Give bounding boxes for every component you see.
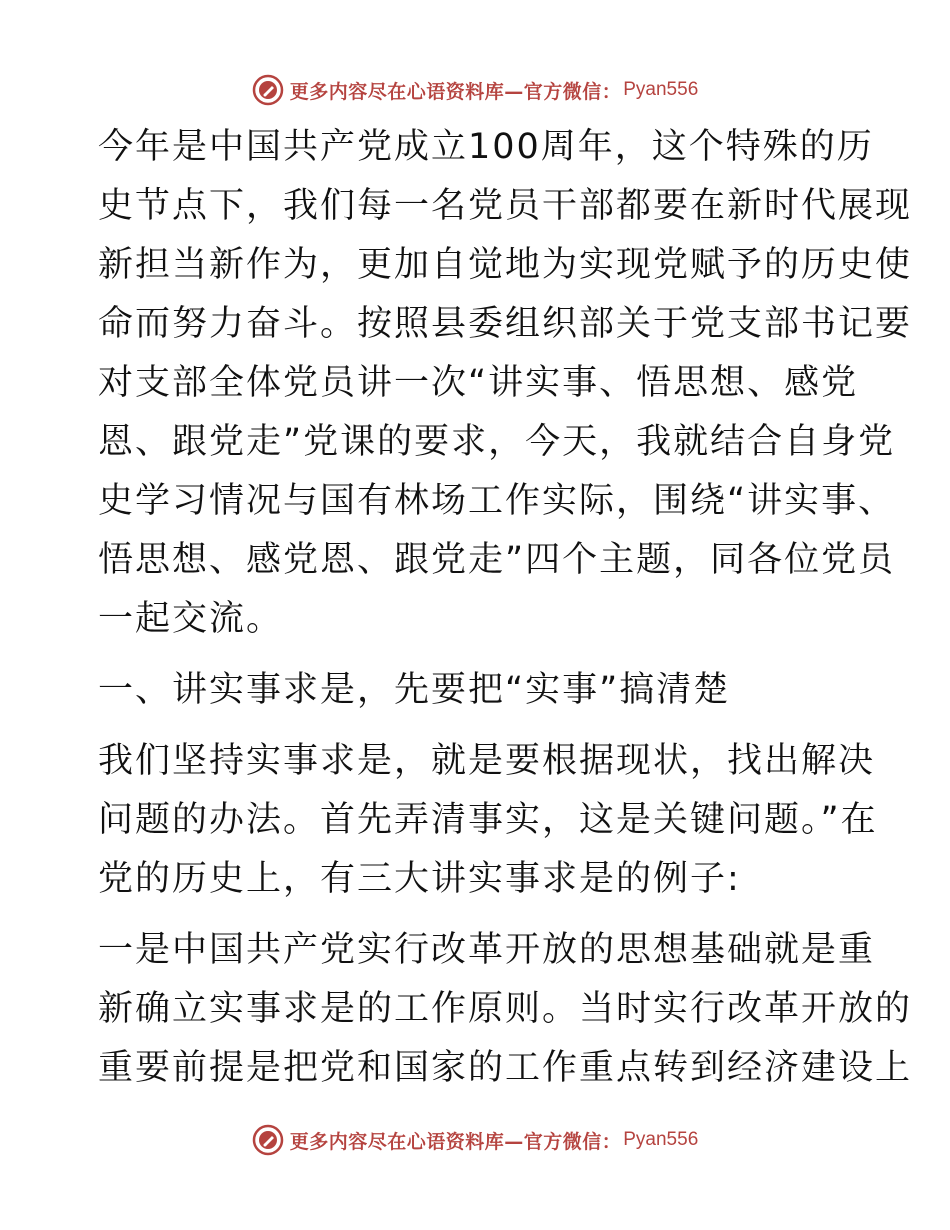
text-line: 新确立实事求是的工作原则。当时实行改革开放的 bbox=[98, 989, 913, 1029]
text-line: 今年是中国共产党成立100周年，这个特殊的历 bbox=[98, 127, 874, 167]
section-heading bbox=[98, 661, 858, 720]
header-banner bbox=[0, 70, 950, 110]
banner-wechat-id: Pyan556 bbox=[623, 79, 699, 100]
pen-nib-circle-icon bbox=[252, 1124, 284, 1156]
text-line: 党的历史上，有三大讲实事求是的例子: bbox=[98, 859, 741, 899]
text-line: 问题的办法。首先弄清事实，这是关键问题。”在 bbox=[98, 800, 878, 840]
banner-wechat-id: Pyan556 bbox=[623, 1129, 699, 1150]
text-line: 史学习情况与国有林场工作实际，围绕“讲实事、 bbox=[98, 481, 896, 521]
banner-text: 更多内容尽在心语资料库—官方微信： bbox=[289, 80, 622, 103]
paragraph-3 bbox=[98, 921, 913, 1098]
text-line: 命而努力奋斗。按照县委组织部关于党支部书记要 bbox=[98, 304, 913, 344]
paragraph-2 bbox=[98, 732, 878, 909]
text-line: 恩、跟党走”党课的要求，今天，我就结合自身党 bbox=[98, 422, 896, 462]
footer-banner bbox=[0, 1120, 950, 1160]
text-line: 我们坚持实事求是，就是要根据现状，找出解决 bbox=[98, 741, 876, 781]
document-body bbox=[98, 118, 913, 1098]
text-line: 一是中国共产党实行改革开放的思想基础就是重 bbox=[98, 930, 876, 970]
text-line: 史节点下，我们每一名党员干部都要在新时代展现 bbox=[98, 186, 913, 226]
text-line: 新担当新作为，更加自觉地为实现党赋予的历史使 bbox=[98, 245, 913, 285]
text-line: 对支部全体党员讲一次“讲实事、悟思想、感党 bbox=[98, 363, 859, 403]
banner-text: 更多内容尽在心语资料库—官方微信： bbox=[289, 1130, 622, 1153]
pen-nib-circle-icon bbox=[252, 74, 284, 106]
text-line: 一起交流。 bbox=[98, 599, 284, 639]
heading-line: 一、讲实事求是，先要把“实事”搞清楚 bbox=[98, 670, 731, 710]
paragraph-intro bbox=[98, 118, 913, 649]
text-line: 重要前提是把党和国家的工作重点转到经济建设上 bbox=[98, 1048, 913, 1088]
text-line: 悟思想、感党恩、跟党走”四个主题，同各位党员 bbox=[98, 540, 896, 580]
